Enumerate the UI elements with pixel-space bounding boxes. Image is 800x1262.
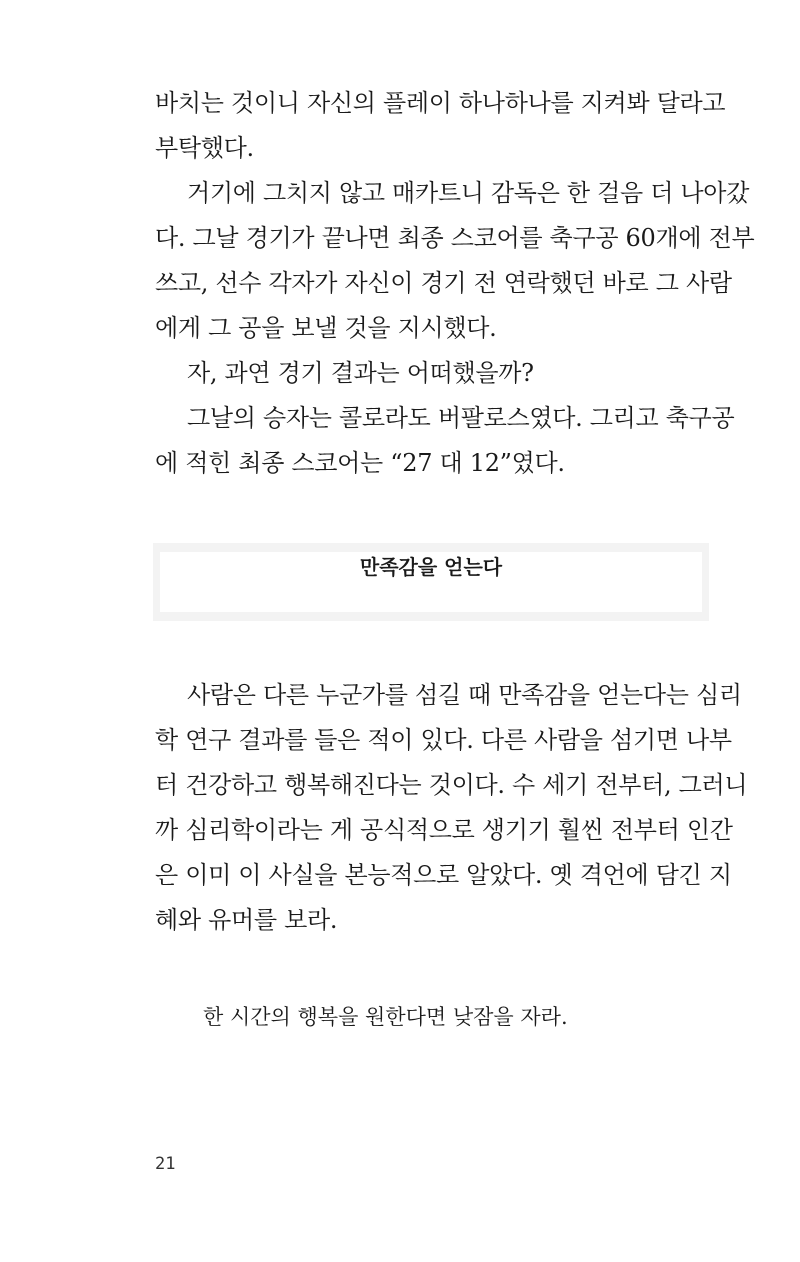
body-line: 자, 과연 경기 결과는 어떠했을까? [187,359,534,387]
body-line: 혜와 유머를 보라. [155,906,338,934]
body-line: 에게 그 공을 보낼 것을 지시했다. [155,314,497,342]
body-line: 부탁했다. [155,134,254,162]
body-line: 에 적힌 최종 스코어는 “27 대 12”였다. [155,449,565,477]
body-line: 바치는 것이니 자신의 플레이 하나하나를 지켜봐 달라고 [155,89,726,117]
quote-line: 한 시간의 행복을 원한다면 낮잠을 자라. [203,1005,568,1029]
body-line: 다. 그날 경기가 끝나면 최종 스코어를 축구공 60개에 전부 [155,224,755,252]
body-line: 까 심리학이라는 게 공식적으로 생기기 훨씬 전부터 인간 [155,816,733,844]
body-line: 쓰고, 선수 각자가 자신이 경기 전 연락했던 바로 그 사람 [155,269,732,297]
body-line: 은 이미 이 사실을 본능적으로 알았다. 옛 격언에 담긴 지 [155,861,732,889]
body-line: 사람은 다른 누군가를 섬길 때 만족감을 얻는다는 심리 [187,681,742,709]
body-line: 학 연구 결과를 들은 적이 있다. 다른 사람을 섬기면 나부 [155,726,732,754]
section-title: 만족감을 얻는다 [359,555,503,579]
section-heading-inner [160,552,702,612]
body-line: 터 건강하고 행복해진다는 것이다. 수 세기 전부터, 그러니 [155,771,748,799]
section-heading-box [153,543,709,621]
body-line: 그날의 승자는 콜로라도 버팔로스였다. 그리고 축구공 [187,404,735,432]
body-line: 거기에 그치지 않고 매카트니 감독은 한 걸음 더 나아갔 [187,179,750,207]
page-number: 21 [155,1154,176,1174]
